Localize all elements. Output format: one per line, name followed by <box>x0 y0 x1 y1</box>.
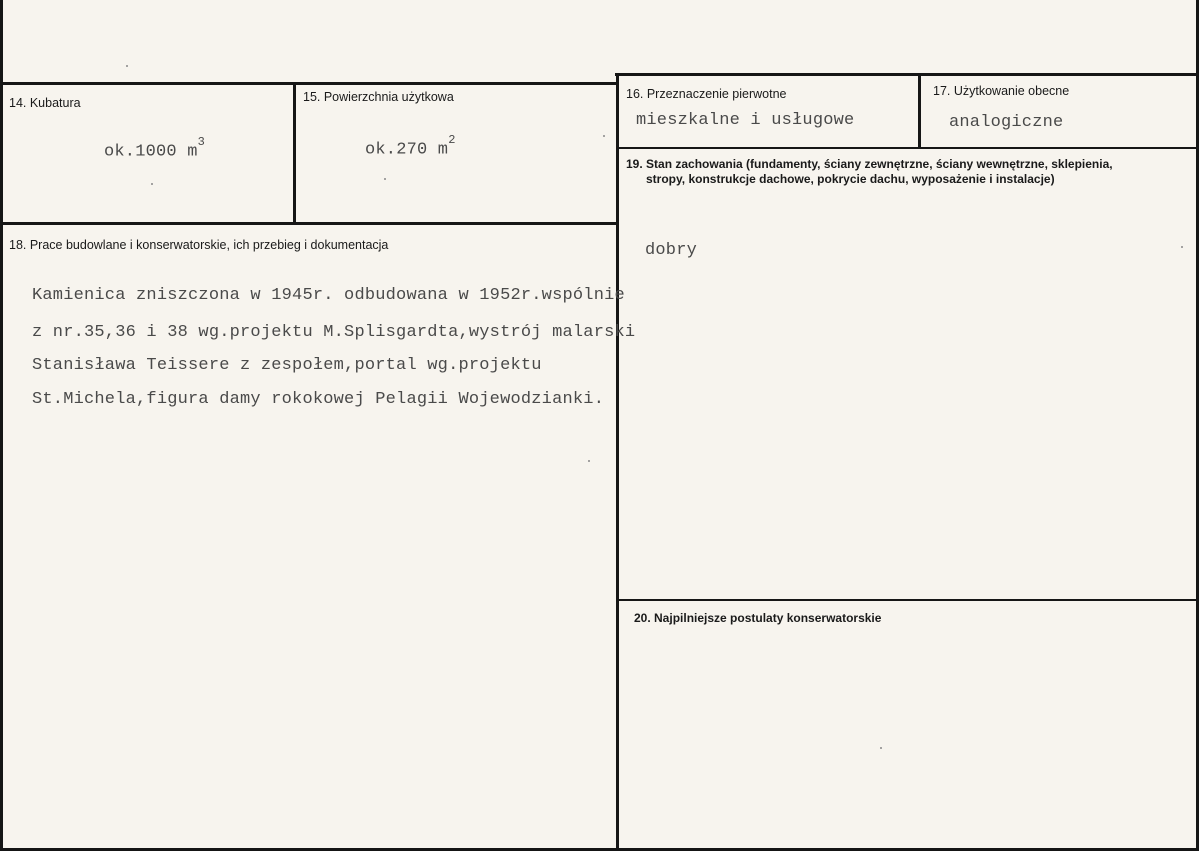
field-18-line-1: Kamienica zniszczona w 1945r. odbudowana w 1952r.wspólnie <box>32 286 625 305</box>
field-15-value <box>365 133 456 160</box>
field-14-label: 14. Kubatura <box>9 96 81 110</box>
field-14-value <box>104 135 206 162</box>
field-17-label: 17. Użytkowanie obecne <box>933 84 1070 98</box>
rule-under-14-15 <box>3 222 618 225</box>
field-18-line-2: z nr.35,36 i 38 wg.projektu M.Splisgardta,wystrój malarski <box>32 323 636 342</box>
field-18-line-4: St.Michela,figura damy rokokowej Pelagii Wojewodzianki. <box>32 390 605 409</box>
divider-15-16 <box>616 74 619 849</box>
field-19-label-line2: stropy, konstrukcje dachowe, pokrycie dachu, wyposażenie i instalacje) <box>646 172 1055 186</box>
field-14-unit-exponent: 3 <box>197 135 206 149</box>
field-15-value-text: ok.270 m <box>365 140 449 160</box>
paper-speck <box>1181 246 1183 248</box>
paper-speck <box>603 135 605 137</box>
paper-speck <box>151 183 153 185</box>
field-16-value: mieszkalne i usługowe <box>636 111 855 130</box>
divider-16-17 <box>918 74 921 149</box>
field-18-label: 18. Prace budowlane i konserwatorskie, ich przebieg i dokumentacja <box>9 238 389 252</box>
field-18-line-3: Stanisława Teissere z zespołem,portal wg.projektu <box>32 356 542 375</box>
field-15-label: 15. Powierzchnia użytkowa <box>303 90 454 104</box>
field-16-label: 16. Przeznaczenie pierwotne <box>626 87 787 101</box>
field-20-label: 20. Najpilniejsze postulaty konserwatorskie <box>634 611 882 625</box>
field-14-value-text: ok.1000 m <box>104 142 198 162</box>
rule-under-16-17 <box>617 147 1199 149</box>
divider-14-15 <box>293 83 296 225</box>
top-rule-right <box>615 73 1199 76</box>
rule-above-20 <box>617 599 1199 601</box>
paper-speck <box>588 460 590 462</box>
paper-speck <box>384 178 386 180</box>
field-19-value: dobry <box>645 241 698 260</box>
field-19-label-line1: 19. Stan zachowania (fundamenty, ściany zewnętrzne, ściany wewnętrzne, sklepienia, <box>626 157 1113 171</box>
field-17-value: analogiczne <box>949 113 1064 132</box>
paper-speck <box>880 747 882 749</box>
field-15-unit-exponent: 2 <box>448 133 456 147</box>
top-rule-left <box>3 82 618 85</box>
paper-speck <box>126 65 128 67</box>
